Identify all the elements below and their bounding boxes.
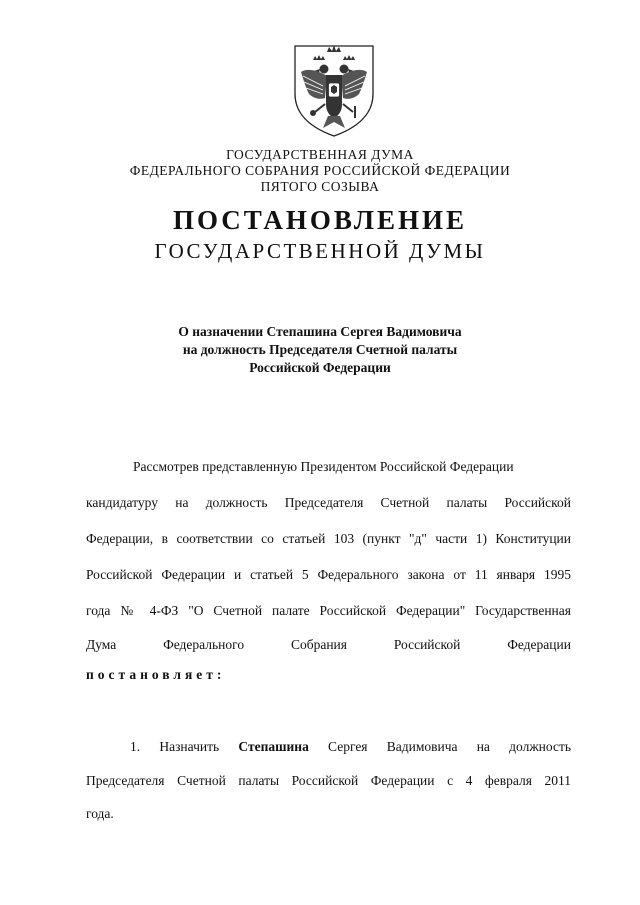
body-word: Федерального <box>163 637 245 652</box>
body-line-1: Рассмотрев представленную Президентом Российской Федерации <box>133 459 514 474</box>
resolves-word: постановляет: <box>86 667 226 682</box>
header-line-assembly: ФЕДЕРАЛЬНОГО СОБРАНИЯ РОССИЙСКОЙ ФЕДЕРАЦИИ <box>129 163 511 178</box>
body-word: Федерации <box>507 637 571 652</box>
body-line-6 <box>86 637 571 653</box>
document-title: ПОСТАНОВЛЕНИЕ <box>172 205 468 235</box>
body-line-5: года № 4-ФЗ "О Счетной палате Российской Федерации" Государственная <box>86 603 571 618</box>
header-line-convocation: ПЯТОГО СОЗЫВА <box>260 179 380 194</box>
body-line-2: кандидатуру на должность Председателя Счетной палаты Российской <box>86 495 571 510</box>
body-word: Дума <box>86 637 117 652</box>
item1-line-1 <box>130 739 571 755</box>
subject-line-3: Российской Федерации <box>249 360 391 375</box>
subject-line-1: О назначении Степашина Сергея Вадимовича <box>178 324 462 339</box>
item1-suffix: Сергея Вадимовича на должность <box>328 739 572 754</box>
item1-surname: Степашина <box>238 739 309 754</box>
header-line-duma: ГОСУДАРСТВЕННАЯ ДУМА <box>226 147 414 162</box>
body-line-4: Российской Федерации и статьей 5 Федерального закона от 11 января 1995 <box>86 567 571 582</box>
body-word: Собрания <box>290 637 347 652</box>
item1-line-2: Председателя Счетной палаты Российской Федерации с 4 февраля 2011 <box>86 773 571 788</box>
item1-line-3: года. <box>86 806 114 821</box>
russian-coat-of-arms-icon <box>291 42 377 138</box>
document-subtitle: ГОСУДАРСТВЕННОЙ ДУМЫ <box>154 239 486 263</box>
body-word: Российской <box>393 637 461 652</box>
body-line-3: Федерации, в соответствии со статьей 103 (пункт "д" части 1) Конституции <box>86 531 571 546</box>
item1-prefix: 1. Назначить <box>130 739 220 754</box>
subject-line-2: на должность Председателя Счетной палаты <box>182 342 458 357</box>
